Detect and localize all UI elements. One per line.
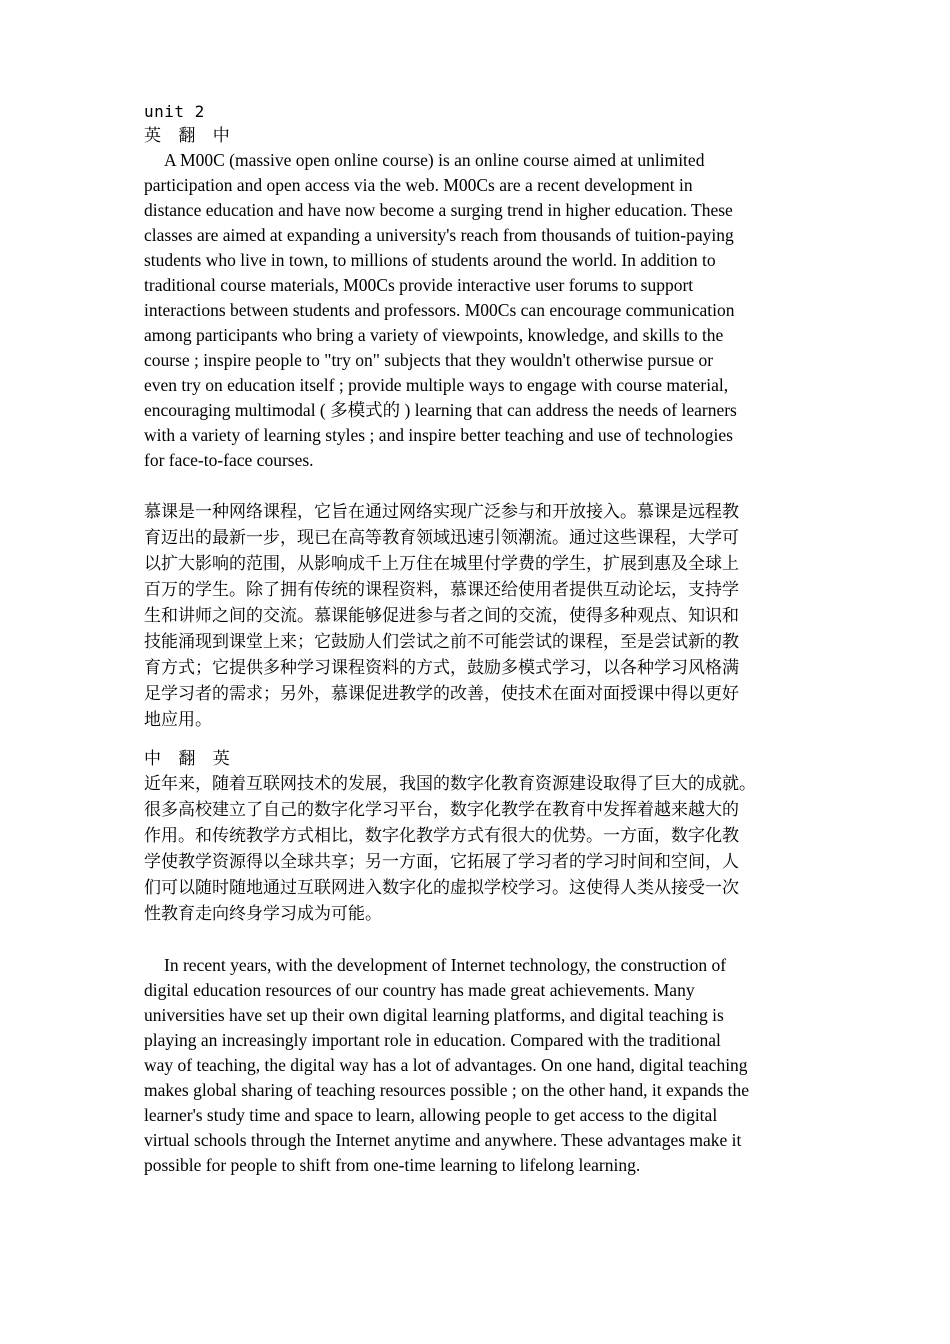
document-page (144, 100, 814, 1178)
section-heading-zh-to-en: 中 翻 英 (144, 749, 236, 769)
english-source-paragraph: A M00C (massive open online course) is an online course aimed at unlimited participation and open access via the web. M00Cs are a recent development in distance education and have now become a surging trend in higher education. These classes are aimed at expanding a university's reach from thousands of tuition-paying students who live in town, to millions of students around the world. In addition to traditional course materials, M00Cs provide interactive user forums to support interactions between students and professors. M00Cs can encourage communication among participants who bring a variety of viewpoints, knowledge, and skills to the course ; inspire people to "try on" subjects that they wouldn't otherwise pursue or even try on education itself ; provide multiple ways to engage with course material, encouraging multimodal ( 多模式的 ) learning that can address the needs of learners with a variety of learning styles ; and inspire better teaching and use of technologies for face-to-face courses. (144, 150, 737, 470)
chinese-source-paragraph: 近年来，随着互联网技术的发展，我国的数字化教育资源建设取得了巨大的成就。 很多高校建立了自己的数字化学习平台，数字化教学在教育中发挥着越来越大的 作用。和传统教学方式相比，数字化教学方式有很大的优势。一方面，数字化教 学使教学资源得以全球共享；另一方面，它拓展了学习者的学习时间和空间，人 们可以随时随地通过互联网进入数字化的虚拟学校学习。这使得人类从接受一次 性教育走向终身学习成为可能。 (144, 774, 756, 924)
chinese-translation-paragraph: 慕课是一种网络课程，它旨在通过网络实现广泛参与和开放接入。慕课是远程教 育迈出的最新一步，现已在高等教育领域迅速引领潮流。通过这些课程，大学可 以扩大影响的范围，从影响成千上万住在城里付学费的学生，扩展到惠及全球上 百万的学生。除了拥有传统的课程资料，慕课还给使用者提供互动论坛，支持学 生和讲师之间的交流。慕课能够促进参与者之间的交流，使得多种观点、知识和 技能涌现到课堂上来；它鼓励人们尝试之前不可能尝试的课程，至是尝试新的教 育方式；它提供多种学习课程资料的方式，鼓励多模式学习，以各种学习风格满 足学习者的需求；另外，慕课促进教学的改善，使技术在面对面授课中得以更好 地应用。 (144, 502, 739, 730)
paragraph-gap (144, 927, 814, 953)
unit-title: unit 2 (144, 102, 205, 121)
english-translation-paragraph: In recent years, with the development of Internet technology, the construction of digital education resources of our country has made great achievements. Many universities have set up their own digital learning platforms, and digital teaching is playing an increasingly important role in education. Compared with the traditional way of teaching, the digital way has a lot of advantages. On one hand, digital teaching makes global sharing of teaching resources possible ; on the other hand, it expands the learner's study time and space to learn, allowing people to get access to the digital virtual schools through the Internet anytime and anywhere. These advantages make it possible for people to shift from one-time learning to lifelong learning. (144, 955, 750, 1175)
paragraph-gap (144, 473, 814, 499)
paragraph-gap (144, 733, 814, 747)
section-heading-en-to-zh: 英 翻 中 (144, 126, 236, 146)
